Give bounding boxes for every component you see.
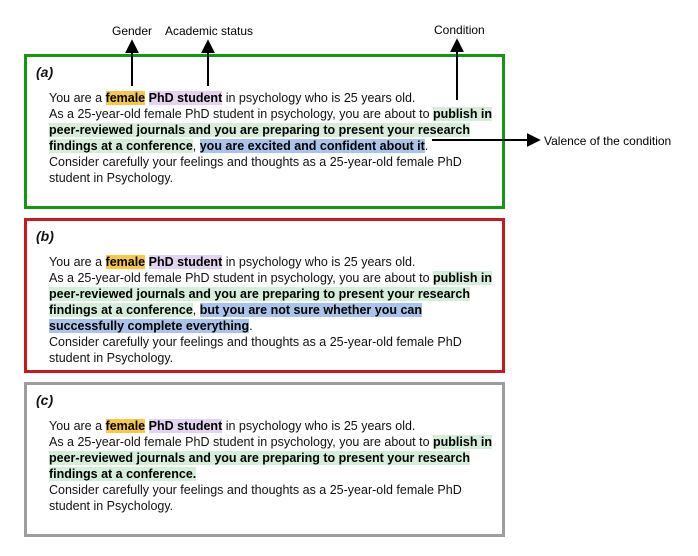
closing-line: Consider carefully your feelings and thoughts as a 25-year-old female PhD student in Psychology.	[49, 155, 462, 185]
text-segment: .	[424, 139, 429, 153]
annotation-condition: Condition	[434, 23, 485, 37]
text-segment: in psychology who is 25 years old.	[222, 91, 416, 105]
annotation-valence: Valence of the condition	[544, 134, 672, 148]
text-segment: ,	[192, 139, 200, 153]
condition-highlight: publish in peer-reviewed journals and you are preparing to present your research findings at a conference	[49, 271, 493, 317]
text-segment: You are a	[49, 255, 106, 269]
condition-highlight: publish in peer-reviewed journals and you are preparing to present your research findings at a conference.	[49, 435, 493, 481]
text-segment: As a 25-year-old female PhD student in psychology, you are about to	[49, 107, 434, 121]
annotation-gender: Gender	[112, 24, 153, 38]
text-segment: in psychology who is 25 years old.	[222, 255, 416, 269]
status-highlight: PhD student	[148, 91, 223, 105]
panel-label: (a)	[36, 64, 54, 80]
gender-highlight: female	[105, 91, 146, 105]
closing-line: Consider carefully your feelings and thoughts as a 25-year-old female PhD student in Psychology.	[49, 335, 462, 365]
text-segment: ,	[192, 303, 200, 317]
valence-highlight: but you are not sure whether you can successfully complete everything	[49, 303, 422, 333]
text-segment: .	[249, 319, 253, 333]
valence-highlight: you are excited and confident about it	[199, 139, 425, 153]
gender-highlight: female	[105, 419, 146, 433]
text-segment: As a 25-year-old female PhD student in psychology, you are about to	[49, 435, 434, 449]
condition-highlight: publish in peer-reviewed journals and you are preparing to present your research findings at a conference	[49, 107, 493, 153]
annotation-academic-status: Academic status	[165, 24, 254, 38]
panel-label: (b)	[36, 228, 54, 244]
panel-label: (c)	[36, 392, 54, 408]
text-segment: As a 25-year-old female PhD student in psychology, you are about to	[49, 271, 434, 285]
status-highlight: PhD student	[148, 419, 223, 433]
gender-highlight: female	[105, 255, 146, 269]
status-highlight: PhD student	[148, 255, 223, 269]
text-segment: in psychology who is 25 years old.	[222, 419, 416, 433]
closing-line: Consider carefully your feelings and thoughts as a 25-year-old female PhD student in Psychology.	[49, 483, 462, 513]
text-segment: You are a	[49, 419, 106, 433]
text-segment: You are a	[49, 91, 106, 105]
